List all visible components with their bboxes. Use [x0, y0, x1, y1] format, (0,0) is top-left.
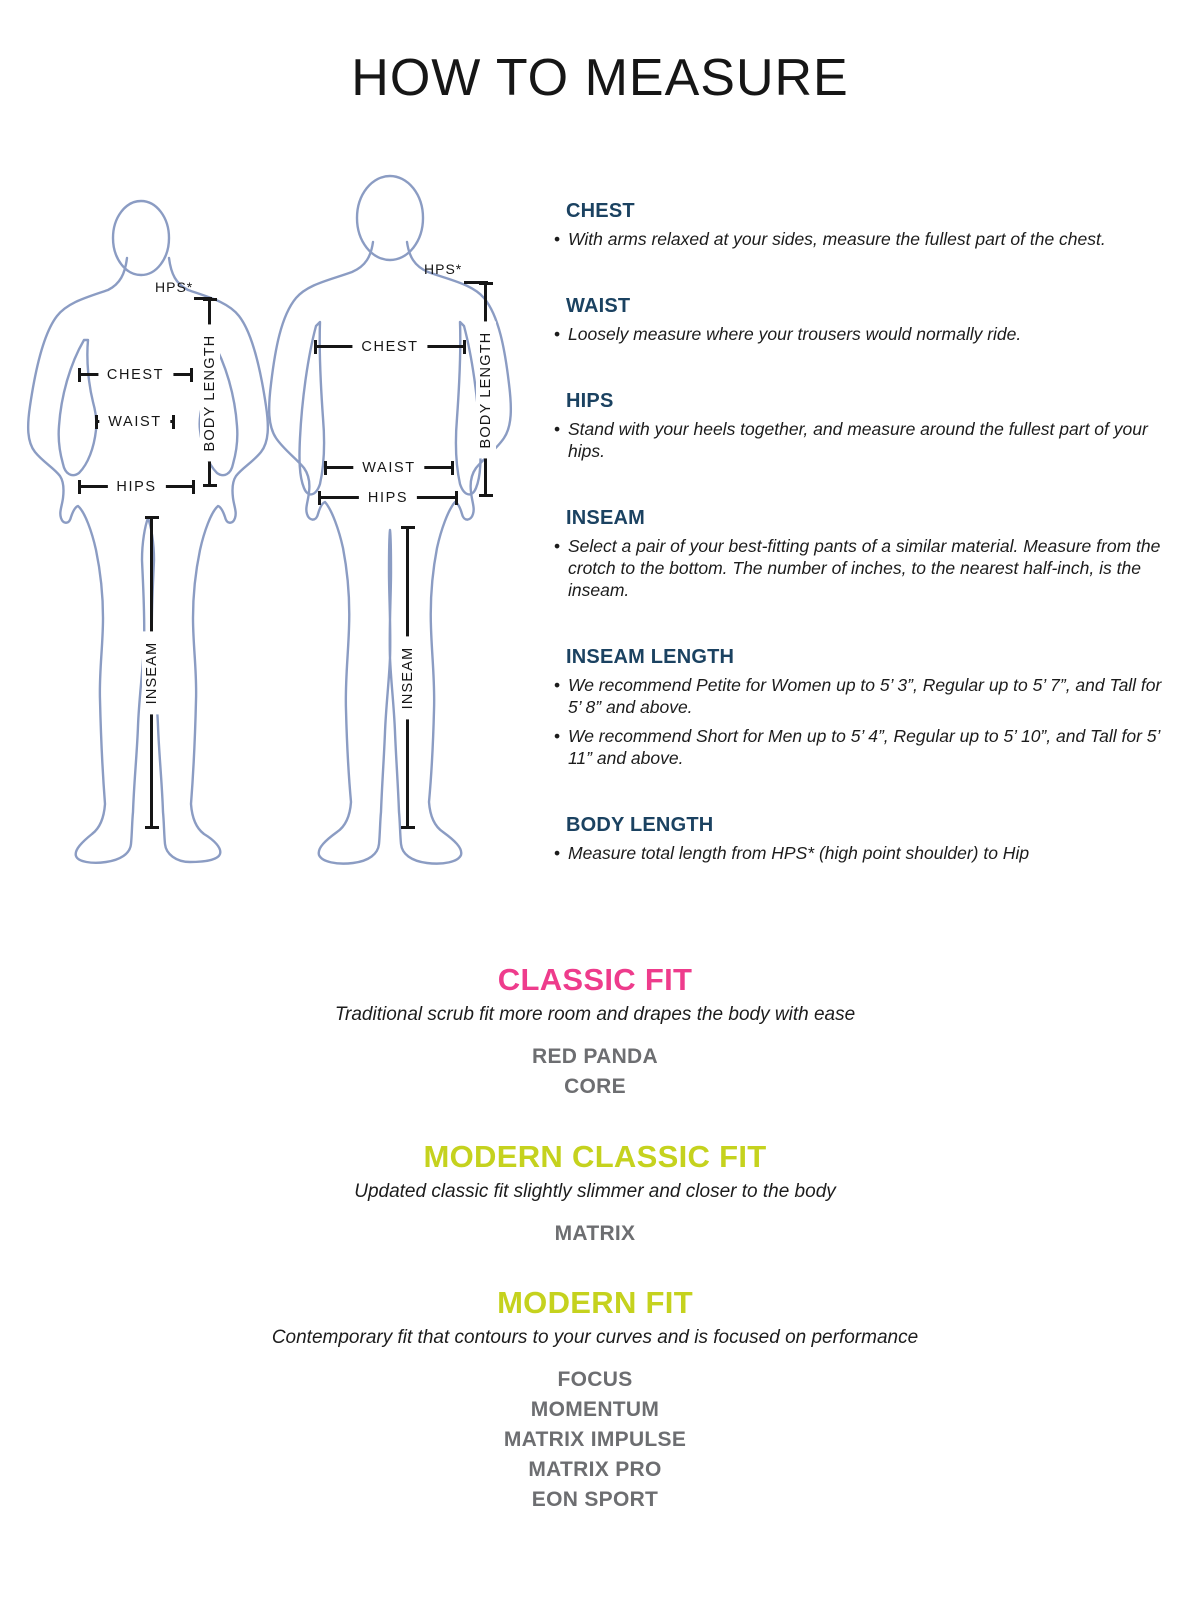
section-inseam-length: [553, 646, 1165, 769]
section-waist-heading: WAIST: [566, 295, 631, 317]
male-hips-label: HIPS: [359, 490, 417, 506]
classic-fit-description: Traditional scrub fit more room and drapes the body with ease: [334, 1004, 856, 1025]
modern-fit-heading: MODERN FIT: [497, 1285, 693, 1320]
section-waist: [553, 295, 1165, 345]
collection-focus: FOCUS: [557, 1368, 633, 1391]
section-waist-bullet: • Loosely measure where your trousers would normally ride.: [553, 323, 1165, 345]
measure-instructions: [553, 200, 1165, 909]
section-inseam-heading: INSEAM: [566, 507, 645, 529]
section-body-length: [553, 814, 1165, 864]
modern-classic-fit-block: [0, 1137, 1190, 1249]
modern-classic-fit-collections: [0, 1219, 1190, 1249]
classic-fit-collections: [0, 1042, 1190, 1102]
female-body-length-line: [201, 298, 218, 487]
collection-matrix-impulse: MATRIX IMPULSE: [503, 1428, 687, 1451]
section-inseam-bullet: • Select a pair of your best-fitting pants of a similar material. Measure from the crotch to the bottom. The number of inches, to the nearest half-inch, is the inseam.: [553, 535, 1165, 601]
female-chest-label: CHEST: [98, 367, 173, 383]
collection-matrix-pro: MATRIX PRO: [528, 1458, 662, 1481]
male-hps-label: HPS*: [424, 261, 463, 277]
section-body-length-bullet: • Measure total length from HPS* (high point shoulder) to Hip: [553, 842, 1165, 864]
male-chest-label: CHEST: [352, 339, 427, 355]
section-hips-bullet: • Stand with your heels together, and measure around the fullest part of your hips.: [553, 418, 1165, 462]
classic-fit-block: [0, 960, 1190, 1102]
female-left-arm-gap: [59, 340, 97, 475]
section-chest: [553, 200, 1165, 250]
male-body-length-label: BODY LENGTH: [476, 321, 496, 458]
section-body-length-heading: BODY LENGTH: [566, 814, 714, 836]
section-inseam: [553, 507, 1165, 601]
collection-matrix: MATRIX: [554, 1222, 636, 1245]
male-body-length-line: [477, 282, 494, 497]
female-body-length-label: BODY LENGTH: [200, 324, 220, 461]
male-inseam-label: INSEAM: [398, 636, 418, 719]
male-waist-line: [324, 460, 454, 476]
section-inseam-length-heading: INSEAM LENGTH: [566, 646, 735, 668]
modern-classic-fit-description: Updated classic fit slightly slimmer and closer to the body: [354, 1181, 836, 1202]
male-chest-line: [314, 339, 466, 355]
modern-classic-fit-heading: MODERN CLASSIC FIT: [423, 1139, 767, 1174]
female-inseam-label: INSEAM: [142, 631, 162, 714]
classic-fit-heading: CLASSIC FIT: [497, 962, 693, 997]
section-hips-heading: HIPS: [566, 390, 614, 412]
female-waist-label: WAIST: [99, 414, 170, 430]
collection-momentum: MOMENTUM: [530, 1398, 660, 1421]
male-waist-label: WAIST: [353, 460, 424, 476]
section-hips: [553, 390, 1165, 462]
male-inseam-line: [399, 526, 416, 829]
modern-fit-collections: [0, 1365, 1190, 1515]
section-inseam-length-bullet-women: • We recommend Petite for Women up to 5’ 3”, Regular up to 5’ 7”, and Tall for 5’ 8” and above.: [553, 674, 1165, 718]
female-hps-label: HPS*: [155, 279, 194, 295]
female-hips-line: [78, 479, 195, 495]
female-head-outline: [113, 201, 169, 275]
female-body-outline: [28, 258, 268, 863]
collection-red-panda: RED PANDA: [532, 1045, 658, 1068]
modern-fit-description: Contemporary fit that contours to your curves and is focused on performance: [271, 1327, 919, 1348]
collection-core: CORE: [564, 1075, 626, 1098]
modern-fit-block: [0, 1283, 1190, 1515]
section-chest-bullet: • With arms relaxed at your sides, measure the fullest part of the chest.: [553, 228, 1165, 250]
male-body-outline: [269, 242, 511, 864]
section-chest-heading: CHEST: [566, 200, 635, 222]
collection-eon-sport: EON SPORT: [531, 1488, 659, 1511]
male-head-outline: [357, 176, 423, 260]
section-inseam-length-bullet-men: • We recommend Short for Men up to 5’ 4”, Regular up to 5’ 10”, and Tall for 5’ 11” and above.: [553, 725, 1165, 769]
female-hips-label: HIPS: [107, 479, 165, 495]
female-waist-line: [95, 414, 175, 430]
male-hips-line: [318, 490, 458, 506]
female-chest-line: [78, 367, 193, 383]
page-title: HOW TO MEASURE: [351, 49, 849, 107]
female-inseam-line: [143, 516, 160, 829]
